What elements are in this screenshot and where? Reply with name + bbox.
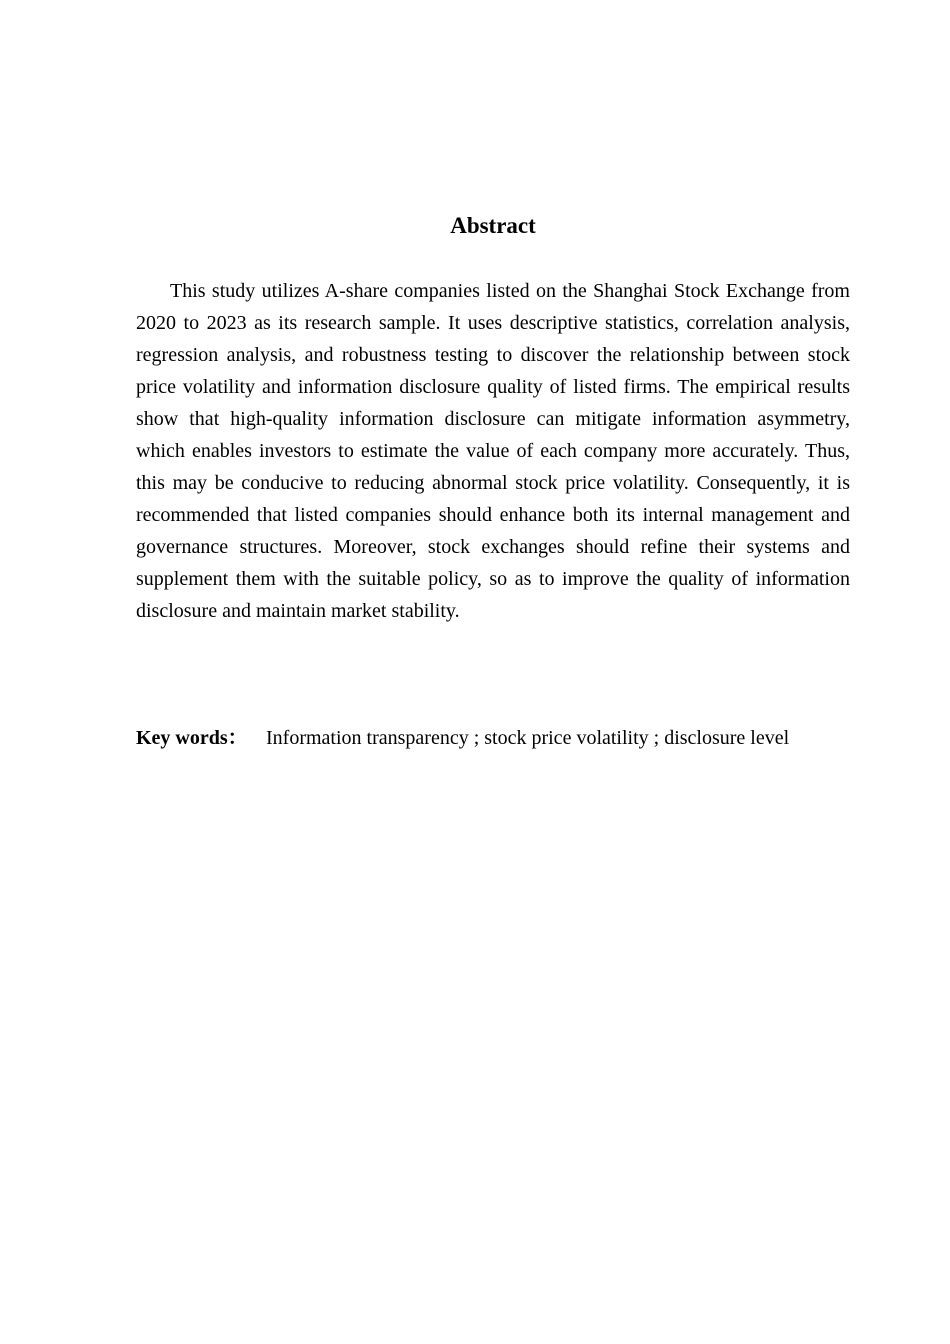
keywords-section (136, 722, 850, 754)
page-title: Abstract (450, 213, 536, 238)
keywords-text: Information transparency ; stock price volatility ; disclosure level (266, 727, 790, 749)
abstract-paragraph: This study utilizes A-share companies listed on the Shanghai Stock Exchange from 2020 to 2023 as its research sample. It uses descriptive statistics, correlation analysis, regression analysis, and robustness testing to discover the relationship between stock price volatility and information disclosure quality of listed firms. The empirical results show that high-quality information disclosure can mitigate information asymmetry, which enables investors to estimate the value of each company more accurately. Thus, this may be conducive to reducing abnormal stock price volatility. Consequently, it is recommended that listed companies should enhance both its internal management and governance structures. Moreover, stock exchanges should refine their systems and supplement them with the suitable policy, so as to improve the quality of information disclosure and maintain market stability. (136, 280, 850, 622)
keywords-label: Key words： (136, 727, 248, 749)
